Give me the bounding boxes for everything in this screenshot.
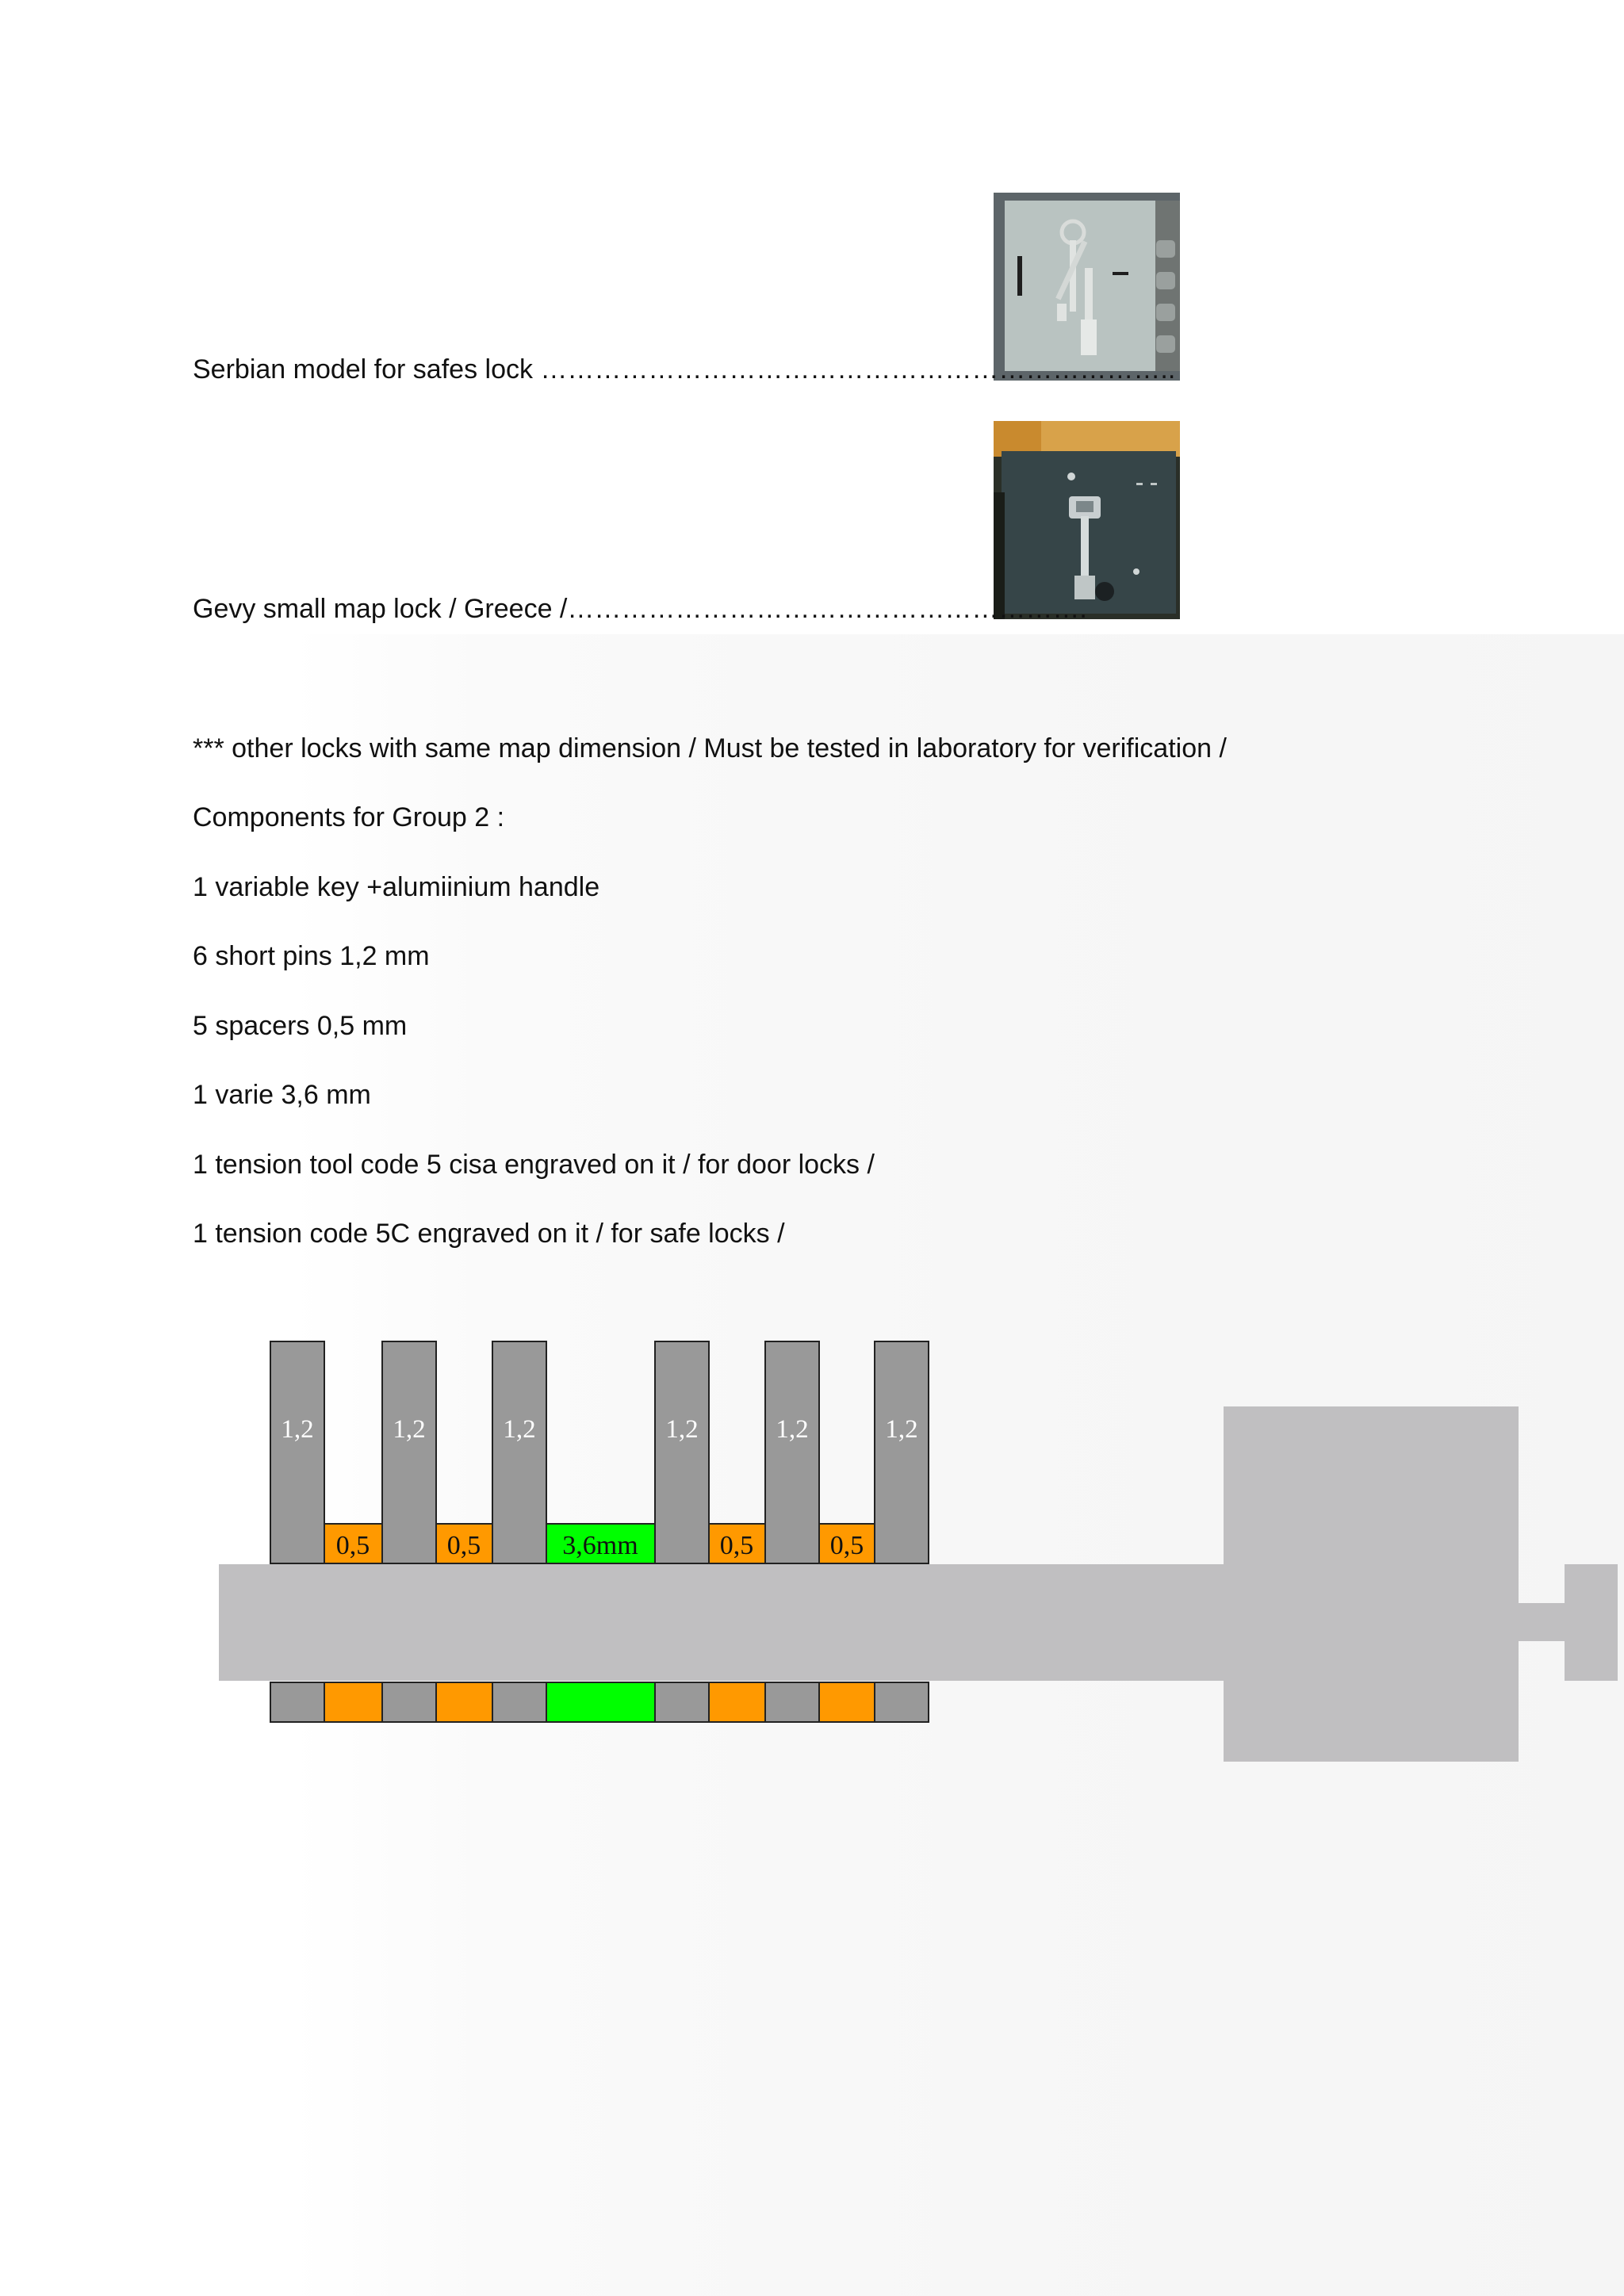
short-pin — [270, 1341, 324, 1563]
lower-strip — [270, 1682, 929, 1722]
lower-varie-segment — [546, 1682, 655, 1722]
short-pin — [875, 1341, 929, 1563]
component-variable-key: 1 variable key +alumiinium handle — [193, 872, 600, 902]
spacer-label: 0,5 — [829, 1531, 864, 1560]
spacer-label: 0,5 — [446, 1531, 481, 1560]
serbian-lock-line: Serbian model for safes lock …………………………………………………………….. — [193, 354, 1176, 385]
component-varie: 1 varie 3,6 mm — [193, 1080, 371, 1110]
lower-spacer-segment — [436, 1682, 492, 1722]
lower-pin-segment — [270, 1682, 324, 1722]
key-neck — [1516, 1603, 1567, 1641]
short-pin — [492, 1341, 546, 1563]
short-pin — [382, 1341, 436, 1563]
spacer-label: 0,5 — [719, 1531, 754, 1560]
pin-label: 1,2 — [776, 1415, 809, 1444]
pin-label: 1,2 — [393, 1415, 426, 1444]
lower-pin-segment — [765, 1682, 819, 1722]
lower-pin-segment — [492, 1682, 546, 1722]
key-head — [1224, 1406, 1519, 1762]
varie-label: 3,6mm — [562, 1531, 638, 1560]
pin-label: 1,2 — [281, 1415, 314, 1444]
pin-label: 1,2 — [503, 1415, 536, 1444]
short-pin — [655, 1341, 709, 1563]
lower-spacer-segment — [324, 1682, 382, 1722]
short-pin — [765, 1341, 819, 1563]
key-tip — [1565, 1564, 1618, 1681]
gevy-lock-line: Gevy small map lock / Greece /…………………………………………………. — [193, 594, 1087, 624]
component-short-pins: 6 short pins 1,2 mm — [193, 941, 430, 971]
component-tension-tool-door: 1 tension tool code 5 cisa engraved on it / for door locks / — [193, 1150, 875, 1180]
components-heading: Components for Group 2 : — [193, 802, 505, 832]
key-blade — [219, 1564, 1226, 1681]
lower-spacer-segment — [709, 1682, 765, 1722]
pin-label: 1,2 — [885, 1415, 918, 1444]
pin-label: 1,2 — [665, 1415, 699, 1444]
component-spacers: 5 spacers 0,5 mm — [193, 1011, 408, 1041]
component-tension-safe: 1 tension code 5C engraved on it / for safe locks / — [193, 1219, 785, 1249]
spacer-label: 0,5 — [335, 1531, 370, 1560]
lower-pin-segment — [875, 1682, 929, 1722]
lower-pin-segment — [382, 1682, 436, 1722]
lower-pin-segment — [655, 1682, 709, 1722]
other-locks-note: *** other locks with same map dimension / Must be tested in laboratory for verification / — [193, 733, 1227, 763]
lower-spacer-segment — [819, 1682, 875, 1722]
